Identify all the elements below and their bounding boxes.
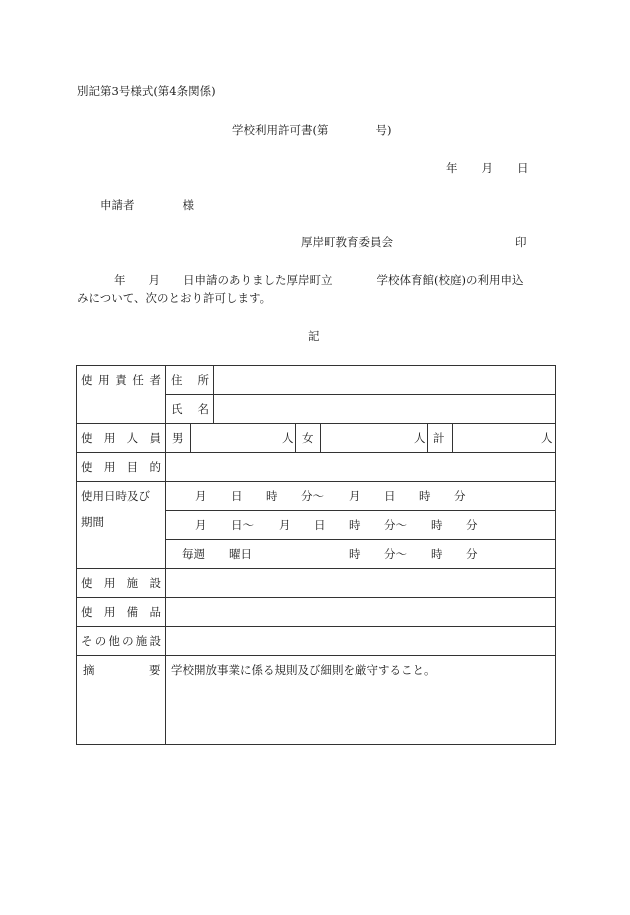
date-month: 月: [481, 161, 493, 175]
datetime-label-line1: 使用日時及び: [81, 489, 150, 503]
datetime-label-line2: 期間: [81, 515, 104, 529]
dt3-min-from: 分〜: [384, 547, 407, 561]
name-label: 氏名: [171, 402, 209, 416]
dt1-min2: 分: [454, 489, 466, 503]
date-year: 年: [446, 161, 458, 175]
addressee: [100, 200, 194, 212]
address-label: 住所: [171, 373, 209, 387]
purpose-label: 使用目的: [81, 460, 161, 474]
summary-label-2: 要: [149, 663, 161, 677]
dt1-month: 月: [195, 489, 207, 503]
dt2-month2: 月: [279, 518, 291, 532]
applicant-label: 申請者: [100, 198, 135, 212]
equipment-label: 使用備品: [81, 605, 161, 619]
dt2-day-from: 日〜: [231, 518, 254, 532]
ki-mark: 記: [308, 329, 320, 343]
dt1-day2: 日: [384, 489, 396, 503]
total-unit: 人: [541, 431, 553, 445]
dt1-min-from: 分〜: [301, 489, 324, 503]
responsible-label: 使用責任者: [81, 373, 161, 387]
issuer-name: 厚岸町教育委員会: [301, 235, 393, 249]
dt3-weekday: 曜日: [229, 547, 252, 561]
dt2-min2: 分: [466, 518, 478, 532]
dt2-hour: 時: [349, 518, 361, 532]
dt3-min2: 分: [466, 547, 478, 561]
male-label: 男: [172, 431, 184, 445]
body-text-line1: [114, 275, 523, 287]
facility-label: 使用施設: [81, 576, 161, 590]
dt1-hour2: 時: [419, 489, 431, 503]
dt1-day: 日: [231, 489, 243, 503]
issue-date: [446, 163, 529, 175]
dt2-hour2: 時: [431, 518, 443, 532]
body-text-line2: みについて、次のとおり許可します。: [77, 291, 272, 305]
dt2-min-from: 分〜: [384, 518, 407, 532]
dt3-hour2: 時: [431, 547, 443, 561]
summary-label-1: 摘: [83, 663, 95, 677]
dt2-month: 月: [195, 518, 207, 532]
dt2-day2: 日: [314, 518, 326, 532]
dt1-month2: 月: [349, 489, 361, 503]
permit-table: [76, 365, 556, 745]
date-day: 日: [517, 161, 529, 175]
document-title: [232, 125, 392, 137]
dt3-weekly: 毎週: [182, 547, 205, 561]
title-suffix: 号): [375, 123, 392, 137]
female-label: 女: [302, 431, 314, 445]
body-month: 月: [148, 273, 160, 287]
form-label: 別記第3号様式(第4条関係): [77, 84, 216, 98]
total-label: 計: [433, 431, 445, 445]
female-unit: 人: [414, 431, 426, 445]
dt3-hour: 時: [349, 547, 361, 561]
male-unit: 人: [282, 431, 294, 445]
persons-label: 使用人員: [81, 431, 161, 445]
seal-mark: 印: [515, 235, 527, 249]
body-part2: 学校体育館(校庭)の利用申込: [376, 273, 524, 287]
summary-text: 学校開放事業に係る規則及び細則を厳守すること。: [171, 663, 436, 677]
dt1-hour: 時: [266, 489, 278, 503]
body-part1: 日申請のありました厚岸町立: [183, 273, 333, 287]
title-prefix: 学校利用許可書(第: [232, 123, 329, 137]
body-year: 年: [114, 273, 126, 287]
other-facility-label: その他の施設: [81, 634, 161, 648]
honorific: 様: [182, 198, 194, 212]
